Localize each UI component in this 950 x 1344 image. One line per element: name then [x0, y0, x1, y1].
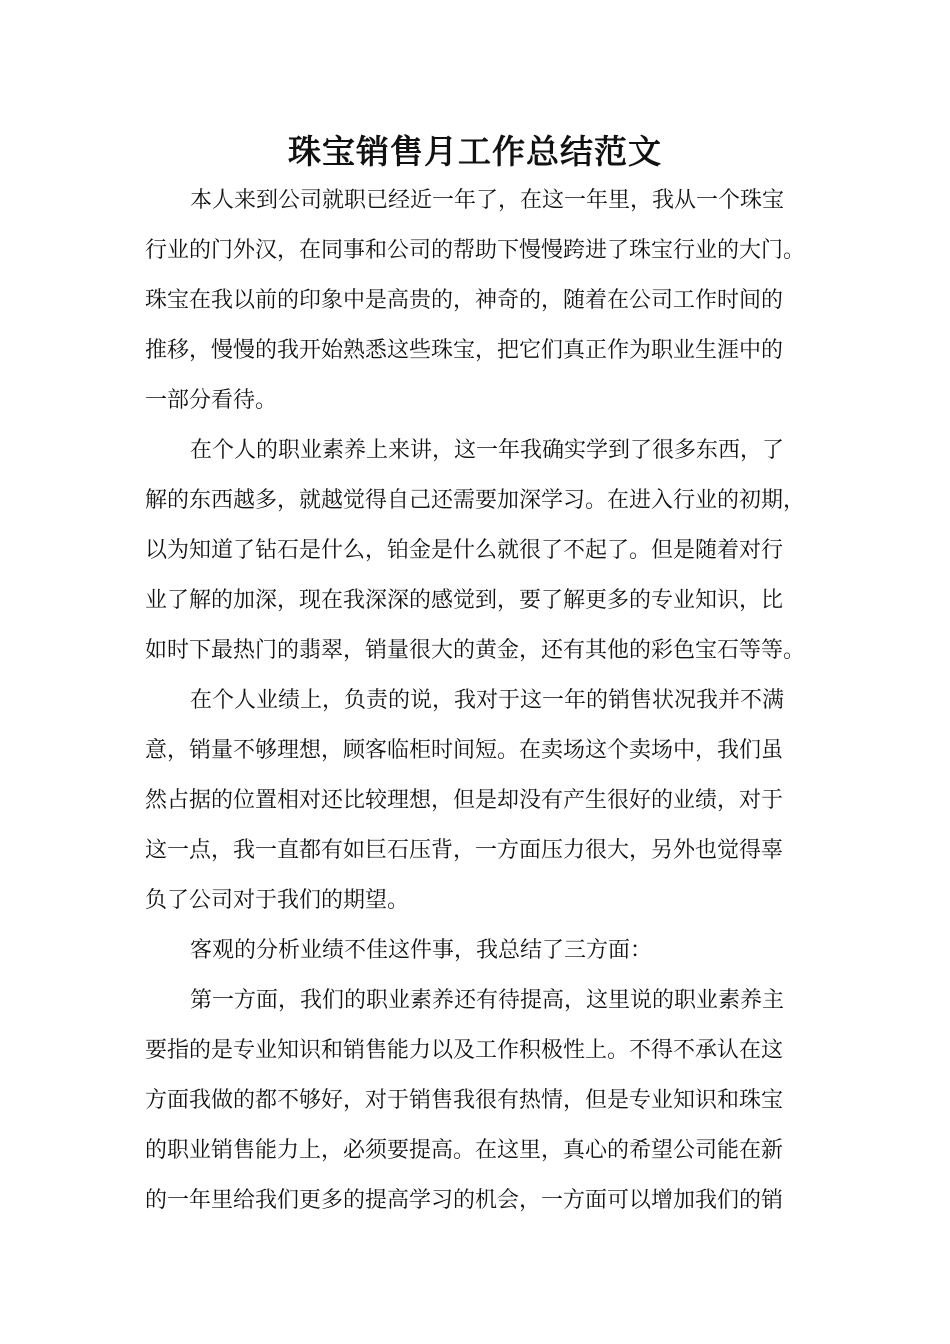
text-line: 的一年里给我们更多的提高学习的机会，一方面可以增加我们的销	[145, 1188, 784, 1213]
text-line: 本人来到公司就职已经近一年了，在这一年里，我从一个珠宝	[190, 188, 785, 213]
text-line: 然占据的位置相对还比较理想，但是却没有产生很好的业绩，对于	[145, 788, 784, 813]
text-line: 在个人业绩上，负责的说，我对于这一年的销售状况我并不满	[190, 688, 785, 713]
text-line: 行业的门外汉，在同事和公司的帮助下慢慢跨进了珠宝行业的大门。	[145, 238, 806, 263]
text-line: 一部分看待。	[145, 388, 278, 413]
text-line: 业了解的加深，现在我深深的感觉到，要了解更多的专业知识，比	[145, 588, 784, 613]
text-line: 的职业销售能力上，必须要提高。在这里，真心的希望公司能在新	[145, 1138, 784, 1163]
text-line: 意，销量不够理想，顾客临柜时间短。在卖场这个卖场中，我们虽	[145, 738, 784, 763]
document-title: 珠宝销售月工作总结范文	[288, 132, 662, 171]
text-line: 如时下最热门的翡翠，销量很大的黄金，还有其他的彩色宝石等等。	[145, 638, 806, 663]
text-line: 推移，慢慢的我开始熟悉这些珠宝，把它们真正作为职业生涯中的	[145, 338, 784, 363]
text-line: 以为知道了钻石是什么，铂金是什么就很了不起了。但是随着对行	[145, 538, 784, 563]
text-line: 第一方面，我们的职业素养还有待提高，这里说的职业素养主	[190, 988, 785, 1013]
text-line: 解的东西越多，就越觉得自己还需要加深学习。在进入行业的初期，	[145, 488, 806, 513]
text-line: 珠宝在我以前的印象中是高贵的，神奇的，随着在公司工作时间的	[145, 288, 784, 313]
text-line: 客观的分析业绩不佳这件事，我总结了三方面：	[190, 938, 653, 963]
text-line: 负了公司对于我们的期望。	[145, 888, 410, 913]
text-line: 这一点，我一直都有如巨石压背，一方面压力很大，另外也觉得辜	[145, 838, 784, 863]
text-line: 方面我做的都不够好，对于销售我很有热情，但是专业知识和珠宝	[145, 1088, 784, 1113]
text-line: 要指的是专业知识和销售能力以及工作积极性上。不得不承认在这	[145, 1038, 784, 1063]
text-line: 在个人的职业素养上来讲，这一年我确实学到了很多东西，了	[190, 438, 785, 463]
